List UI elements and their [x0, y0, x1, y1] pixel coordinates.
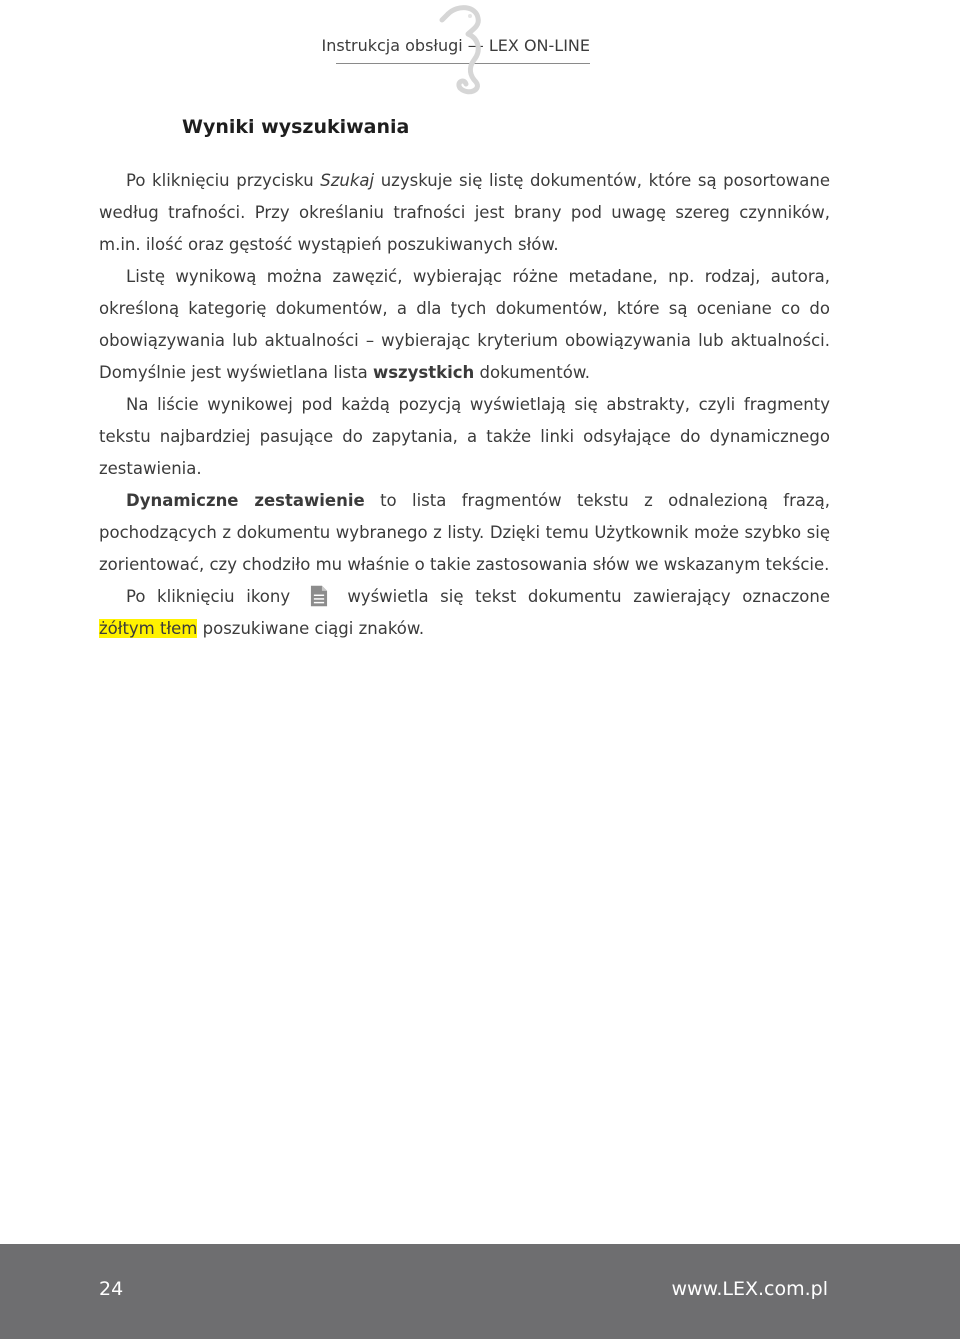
document-icon: [304, 585, 334, 607]
p4-text-after: to lista fragmentów tekstu z odnalezioną frazą, pochodzących z dokumentu wybranego z listy. Dzięki temu Użytkownik może szybko się zorientować, czy chodziło mu właśnie o takie zastosowania słów we wskazanym tekście.: [99, 491, 830, 574]
footer-url: www.LEX.com.pl: [671, 1278, 828, 1300]
p1-text-after: uzyskuje się listę dokumentów, które są posortowane według trafności. Przy określaniu trafności jest brany pod uwagę szereg czynników, m.in. ilość oraz gęstość wystąpień poszukiwanych słów.: [99, 171, 831, 254]
paragraph-dynamic-summary: [99, 485, 830, 581]
header-title: Instrukcja obsługi — LEX ON-LINE: [321, 36, 590, 55]
body-text: [99, 165, 830, 645]
seahorse-logo-icon: [438, 2, 488, 98]
section-title: Wyniki wyszukiwania: [182, 116, 410, 138]
p5-text-before: Po kliknięciu ikony: [126, 587, 291, 606]
highlighted-text: żółtym tłem: [99, 619, 198, 638]
p4-bold-term: Dynamiczne zestawienie: [126, 491, 365, 510]
p1-text-before: Po kliknięciu przycisku: [126, 171, 321, 190]
p2-text-before: Listę wynikową można zawęzić, wybierając różne metadane, np. rodzaj, autora, określoną kategorię dokumentów, a dla tych dokumentów, które są oceniane co do obowiązywania lub aktualności – wybierając kryterium obowiązywania lub aktualności. Domyślnie jest wyświetlana lista: [99, 267, 830, 382]
paragraph-abstracts: [99, 389, 830, 485]
p1-search-button-name: Szukaj: [320, 171, 375, 190]
p5-text-after: poszukiwane ciągi znaków.: [197, 619, 425, 638]
paragraph-relevance: [99, 165, 830, 261]
p2-bold-text: wszystkich: [372, 363, 475, 382]
page-number: 24: [99, 1278, 124, 1300]
p2-text-after: dokumentów.: [474, 363, 591, 382]
paragraph-icon-highlight: [99, 581, 830, 645]
paragraph-metadata: [99, 261, 830, 389]
p5-text-middle: wyświetla się tekst dokumentu zawierający oznaczone: [335, 587, 831, 606]
footer-bar: [0, 1244, 960, 1339]
p3-text: Na liście wynikowej pod każdą pozycją wyświetlają się abstrakty, czyli fragmenty tekstu najbardziej pasujące do zapytania, a także linki odsyłające do dynamicznego zestawienia.: [99, 395, 830, 478]
